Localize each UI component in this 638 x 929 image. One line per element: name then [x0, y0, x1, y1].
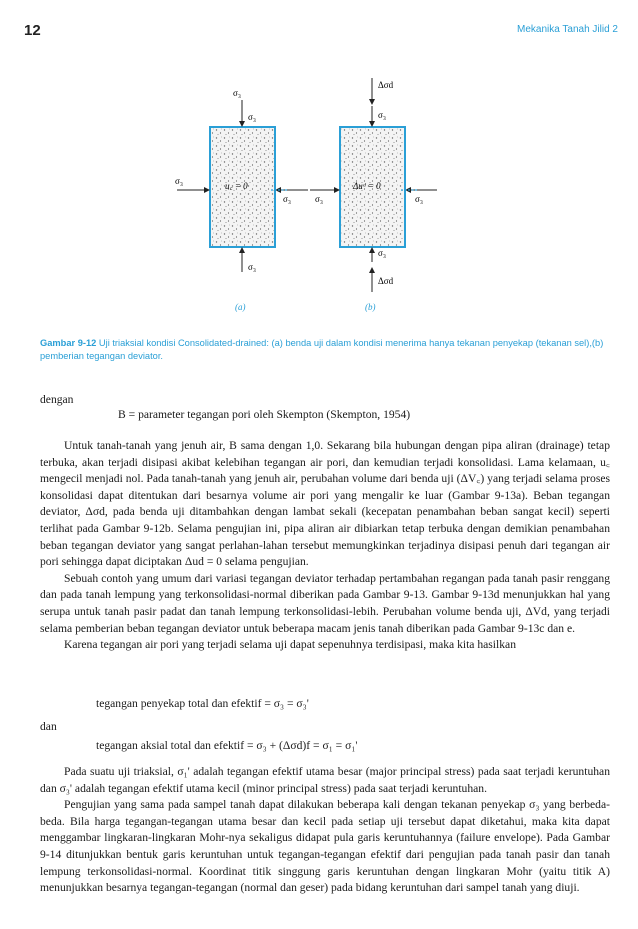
- panel-a: [175, 88, 308, 312]
- sigma3-top-a: σ₃: [233, 88, 241, 98]
- caption-number: Gambar 9-12: [40, 338, 97, 348]
- sigma3-left-a: σ₃: [175, 176, 183, 186]
- dan-label: dan: [40, 720, 57, 733]
- paragraph-4: Pada suatu uji triaksial, σ₁' adalah tegangan efektif utama besar (major principal stress) pada saat terjadi keruntuhan dan σ₃' adalah tegangan efektif utama kecil (minor principal stress) pada saat terjadi keruntuhan.: [40, 765, 610, 795]
- sigma3-top2-a: σ₃: [248, 112, 256, 122]
- paragraph-3: Karena tegangan air pori yang terjadi selama uji dapat sepenuhnya terdisipasi, maka kita hasilkan: [64, 638, 516, 652]
- figure-caption: [40, 337, 610, 363]
- sigma3-right-a: σ₃: [283, 194, 291, 204]
- sigma3-bottom-a: σ₃: [248, 262, 256, 272]
- sigma3-right-b: σ₃: [415, 194, 423, 204]
- delta-sigma-bottom-b: Δσd: [378, 276, 394, 286]
- body-text-1: [40, 438, 610, 654]
- panel-b: [310, 78, 437, 312]
- panel-label-b: (b): [365, 302, 376, 312]
- equation-confining: tegangan penyekap total dan efektif = σ₃ = σ₃': [96, 697, 309, 710]
- caption-text: Uji triaksial kondisi Consolidated-drained: (a) benda uji dalam kondisi menerima hanya tekanan penyekap (tekanan sel),(b) pemberian tegangan deviator.: [40, 338, 604, 361]
- running-title: Mekanika Tanah Jilid 2: [517, 24, 618, 35]
- equation-axial: tegangan aksial total dan efektif = σ₃ + (Δσd)f = σ₁ = σ₁': [96, 739, 358, 752]
- paragraph-5: Pengujian yang sama pada sampel tanah dapat dilakukan beberapa kali dengan tekanan penyekap σ₃ yang berbeda-beda. Bila harga tegangan-tegangan utama besar dan kecil pada setiap uji tersebut dapat diketahui, maka kita dapat menggambar lingkaran-lingkaran Mohr-nya sekaligus didapat pula garis keruntuhannya (failure envelope). Pada Gambar 9-14 ditunjukkan bentuk garis keruntuhan untuk tegangan-tegangan efektif dari pengujian pada tanah pasir dan tanah lempung terkonsolidasi-normal. Koordinat titik singgung garis keruntuhan dengan lingkaran Mohr (yaitu titik A) menunjukkan besarnya tegangan-tegangan (normal dan geser) pada bidang keruntuhan dari sampel tanah yang diuji.: [40, 798, 610, 895]
- paragraph-2: Sebuah contoh yang umum dari variasi tegangan deviator terhadap pertambahan regangan pada tanah pasir renggang dan pada tanah lempung yang terkonsolidasi-normal diberikan pada Gambar 9-13. Gambar 9-13d menunjukkan hal yang serupa untuk tanah pasir padat dan tanah lempung terkonsolidasi-lebih. Perubahan volume benda uji, ΔVd, yang terjadi selama pemberian beban tegangan deviator untuk beberapa macam jenis tanah diberikan pada Gambar 9-13c dan e.: [40, 571, 610, 635]
- triaxial-figure: [175, 72, 465, 322]
- paragraph-1: Untuk tanah-tanah yang jenuh air, B sama dengan 1,0. Sekarang bila hubungan dengan pipa aliran (drainage) tetap terbuka, akan terjadi disipasi akibat kelebihan tegangan air pori, dan kemudian terjadi konsolidasi. Lama kelamaan, u꜀ mengecil menjadi nol. Pada tanah-tanah yang jenuh air, perubahan volume dari benda uji (ΔV꜀) yang terjadi selama proses konsolidasi dapat ditentukan dari besarnya volume air pori yang mengalir ke luar (Gambar 9-13a). Beban tegangan deviator, Δσd, pada benda uji ditambahkan dengan lambat sekali (kecepatan penambahan beban sangat kecil) seperti terlihat pada Gambar 9-12b. Selama pengujian ini, pipa aliran air dibiarkan tetap terbuka dengan demikian penambahan beban tegangan deviator yang sangat perlahan-lahan tersebut memungkinkan terjadinya disipasi penuh dari tegangan air pori sehingga dapat diciptakan Δud = 0 selama pengujian.: [40, 439, 610, 569]
- page-number: 12: [24, 22, 41, 39]
- equation-B: B = parameter tegangan pori oleh Skempton (Skempton, 1954): [118, 408, 411, 421]
- sigma3-bottom-b: σ₃: [378, 248, 386, 258]
- panel-label-a: (a): [235, 302, 246, 312]
- delta-sigma-top-b: Δσd: [378, 80, 394, 90]
- body-text-2: [40, 764, 610, 897]
- pore-pressure-label-b: Δuᵈ = 0: [353, 181, 381, 191]
- pore-pressure-label-a: u꜀ = 0: [225, 181, 248, 191]
- dengan-label: dengan: [40, 393, 74, 406]
- sigma3-left-b: σ₃: [315, 194, 323, 204]
- sigma3-top-b: σ₃: [378, 110, 386, 120]
